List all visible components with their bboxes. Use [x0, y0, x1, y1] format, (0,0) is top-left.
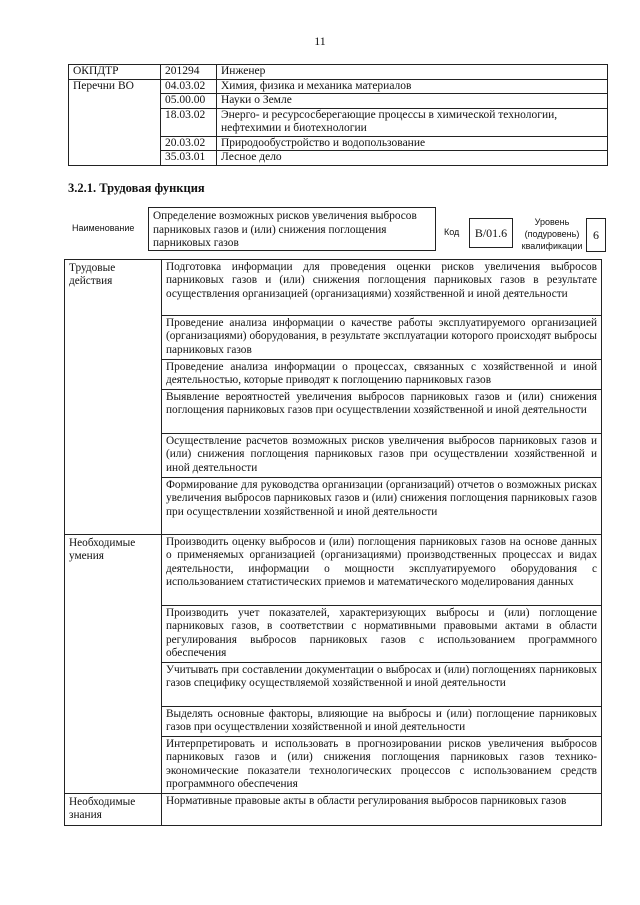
- section-header: Трудовые действия: [65, 260, 162, 535]
- table-cell: Проведение анализа информации о качестве работы эксплуатируемого организацией (организациями) оборудования, в результате эксплуатации которого происходят выбросы парниковых газов: [162, 316, 602, 360]
- table-cell: Формирование для руководства организации (организаций) отчетов о возможных рисках увеличения выбросов парниковых газов и (или) снижения поглощения парниковых газов при осуществлении хозяйственной и иной деятельности: [162, 478, 602, 535]
- table-cell: Нормативные правовые акты в области регулирования выбросов парниковых газов: [162, 794, 602, 826]
- classifier-name: Лесное дело: [217, 151, 608, 166]
- table-row: [65, 794, 602, 826]
- section-header: Необходимые знания: [65, 794, 162, 826]
- table-row: [69, 65, 608, 80]
- section-title: 3.2.1. Трудовая функция: [68, 181, 205, 195]
- table-row: [65, 260, 602, 316]
- table-cell: Выявление вероятностей увеличения выбросов парниковых газов и (или) снижения поглощения парниковых газов при осуществлении хозяйственной и иной деятельности: [162, 390, 602, 434]
- classifier-name: Химия, физика и механика материалов: [217, 79, 608, 94]
- classifier-code: 05.00.00: [161, 94, 217, 109]
- classifier-code: 04.03.02: [161, 79, 217, 94]
- table-cell: Производить оценку выбросов и (или) поглощения парниковых газов на основе данных о применяемых организацией (организациями) производственных процессах и видах деятельности, информации о мощности эксплуатируемого оборудования с использованием статистических приемов и математического моделирования данных: [162, 535, 602, 606]
- classifier-name: Природообустройство и водопользование: [217, 136, 608, 151]
- function-details-table: [64, 259, 602, 826]
- level-label: [520, 216, 584, 252]
- name-label: Наименование: [72, 223, 135, 233]
- classifier-label: Перечни ВО: [69, 79, 161, 165]
- classifier-table: [68, 64, 608, 166]
- table-row: [69, 79, 608, 94]
- classifier-name: Энерго- и ресурсосберегающие процессы в химической технологии, нефтехимии и биотехнологии: [217, 108, 608, 136]
- classifier-name: Инженер: [217, 65, 608, 80]
- table-row: [65, 535, 602, 606]
- table-cell: Производить учет показателей, характеризующих выбросы и (или) поглощение парниковых газов, в соответствии с нормативными правовыми актами в области регулирования выбросов парниковых газов с использованием программного обеспечения: [162, 606, 602, 663]
- classifier-code: 201294: [161, 65, 217, 80]
- qualification-level: 6: [586, 218, 606, 252]
- table-cell: Выделять основные факторы, влияющие на выбросы и (или) поглощение парниковых газов при осуществлении хозяйственной и иной деятельности: [162, 707, 602, 737]
- function-name: Определение возможных рисков увеличения выбросов парниковых газов и (или) снижения поглощения парниковых газов: [148, 207, 436, 251]
- classifier-code: 20.03.02: [161, 136, 217, 151]
- level-label-line: квалификации: [521, 241, 583, 251]
- classifier-name: Науки о Земле: [217, 94, 608, 109]
- table-cell: Осуществление расчетов возможных рисков увеличения выбросов парниковых газов и (или) снижения поглощения парниковых газов при осуществлении хозяйственной и иной деятельности: [162, 434, 602, 478]
- classifier-label: ОКПДТР: [69, 65, 161, 80]
- level-label-line: (подуровень): [524, 229, 580, 239]
- level-label-line: Уровень: [534, 217, 570, 227]
- code-label: Код: [444, 227, 460, 237]
- classifier-code: 18.03.02: [161, 108, 217, 136]
- table-cell: Интерпретировать и использовать в прогнозировании рисков увеличения выбросов парниковых газов и (или) снижения поглощения парниковых газов технико-экономические показатели технологических процессов с использованием средств программного обеспечения: [162, 737, 602, 794]
- table-cell: Проведение анализа информации о процессах, связанных с хозяйственной и иной деятельностью, которые приводят к поглощению парниковых газов: [162, 360, 602, 390]
- section-header: Необходимые умения: [65, 535, 162, 794]
- function-code: B/01.6: [469, 218, 513, 248]
- classifier-code: 35.03.01: [161, 151, 217, 166]
- table-cell: Подготовка информации для проведения оценки рисков увеличения выбросов парниковых газов и (или) снижения поглощения парниковых газов в результате осуществления организацией (организациями) хозяйственной и иной деятельности: [162, 260, 602, 316]
- page-number: 11: [314, 34, 326, 48]
- table-cell: Учитывать при составлении документации о выбросах и (или) поглощениях парниковых газов специфику осуществляемой хозяйственной и иной деятельности: [162, 663, 602, 707]
